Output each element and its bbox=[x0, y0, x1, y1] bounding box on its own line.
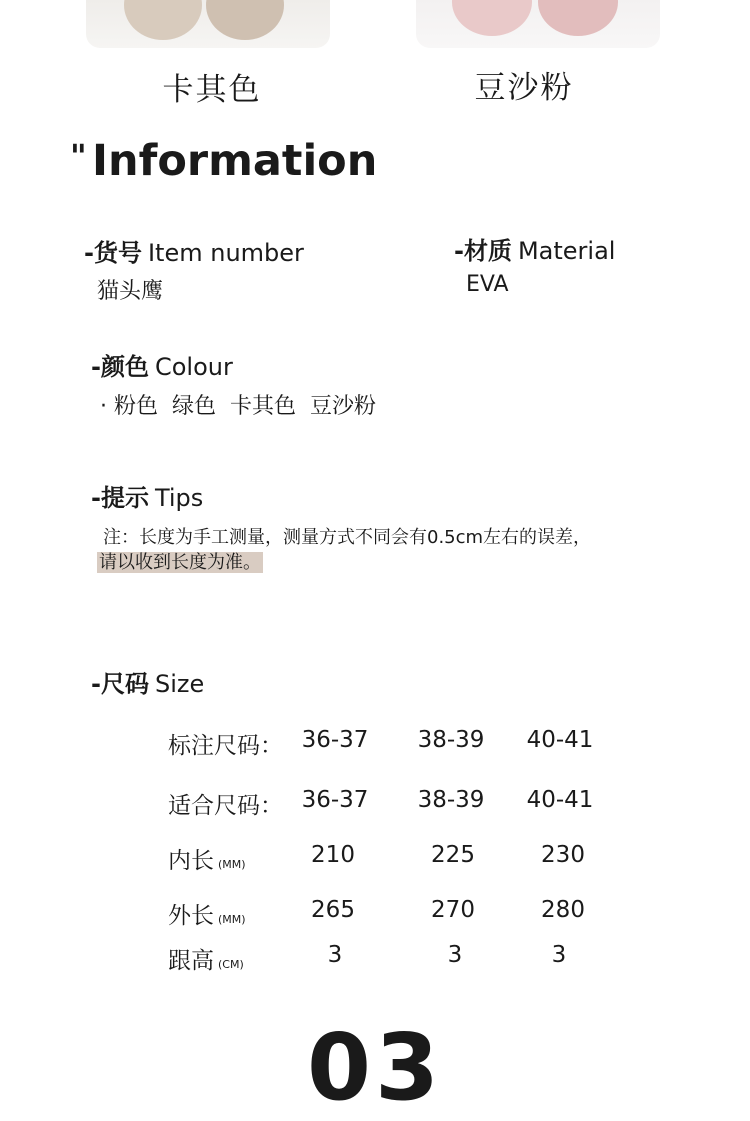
item-number-label bbox=[84, 233, 304, 268]
material-label-en: Material bbox=[517, 237, 616, 265]
tips-label-cn: -提示 bbox=[91, 484, 149, 512]
section-title: Information bbox=[92, 136, 378, 186]
swatch-caption-khaki: 卡其色 bbox=[162, 72, 262, 108]
size-cell: 40-41 bbox=[526, 787, 594, 813]
colour-label-en: Colour bbox=[154, 353, 233, 381]
size-row-label-text: 跟高 bbox=[168, 948, 214, 974]
slipper-shape bbox=[206, 0, 284, 40]
material-value: EVA bbox=[466, 272, 509, 297]
size-cell: 3 bbox=[447, 942, 463, 968]
size-cell: 38-39 bbox=[417, 727, 485, 753]
size-cell: 230 bbox=[541, 842, 585, 868]
size-cell: 270 bbox=[431, 897, 475, 923]
tips-label-en: Tips bbox=[154, 484, 204, 512]
material-label bbox=[454, 231, 615, 266]
size-row-label bbox=[168, 942, 244, 975]
size-row-label bbox=[168, 787, 283, 820]
item-number-value: 猫头鹰 bbox=[97, 279, 164, 304]
size-cell: 40-41 bbox=[526, 727, 594, 753]
size-row-unit: (MM) bbox=[218, 858, 246, 871]
size-row-label bbox=[168, 727, 283, 760]
size-label-en: Size bbox=[154, 670, 205, 698]
size-label bbox=[91, 664, 204, 699]
item-number-label-en: Item number bbox=[147, 239, 304, 267]
slipper-shape bbox=[124, 0, 202, 40]
slipper-shape bbox=[452, 0, 532, 36]
colour-label-cn: -颜色 bbox=[91, 353, 149, 381]
size-cell: 280 bbox=[541, 897, 585, 923]
size-label-cn: -尺码 bbox=[91, 670, 149, 698]
item-number-label-cn: -货号 bbox=[84, 239, 142, 267]
tips-line-2 bbox=[97, 548, 263, 574]
size-cell: 210 bbox=[311, 842, 355, 868]
slipper-shape bbox=[538, 0, 618, 36]
tips-line-1: 注：长度为手工测量，测量方式不同会有0.5cm左右的误差， bbox=[103, 527, 592, 548]
size-row-unit: (CM) bbox=[218, 958, 244, 971]
tips-label bbox=[91, 478, 203, 513]
quote-mark: " bbox=[70, 137, 87, 175]
page-number: 03 bbox=[306, 1014, 444, 1121]
size-cell: 3 bbox=[551, 942, 567, 968]
size-row-label-text: 适合尺码： bbox=[168, 793, 283, 819]
size-row-label bbox=[168, 842, 246, 875]
material-label-cn: -材质 bbox=[454, 237, 512, 265]
product-image-rose bbox=[416, 0, 660, 48]
size-row-label bbox=[168, 897, 246, 930]
colour-options: · 粉色 绿色 卡其色 豆沙粉 bbox=[100, 394, 376, 419]
size-cell: 38-39 bbox=[417, 787, 485, 813]
tips-highlight: 请以收到长度为准。 bbox=[99, 552, 261, 573]
size-cell: 265 bbox=[311, 897, 355, 923]
size-row-label-text: 外长 bbox=[168, 903, 214, 929]
size-cell: 225 bbox=[431, 842, 475, 868]
size-row-unit: (MM) bbox=[218, 913, 246, 926]
size-cell: 3 bbox=[327, 942, 343, 968]
product-image-khaki bbox=[86, 0, 330, 48]
size-cell: 36-37 bbox=[301, 727, 369, 753]
colour-label bbox=[91, 347, 233, 382]
size-row-label-text: 内长 bbox=[168, 848, 214, 874]
size-cell: 36-37 bbox=[301, 787, 369, 813]
swatch-caption-rose: 豆沙粉 bbox=[474, 70, 574, 106]
size-row-label-text: 标注尺码： bbox=[168, 733, 283, 759]
